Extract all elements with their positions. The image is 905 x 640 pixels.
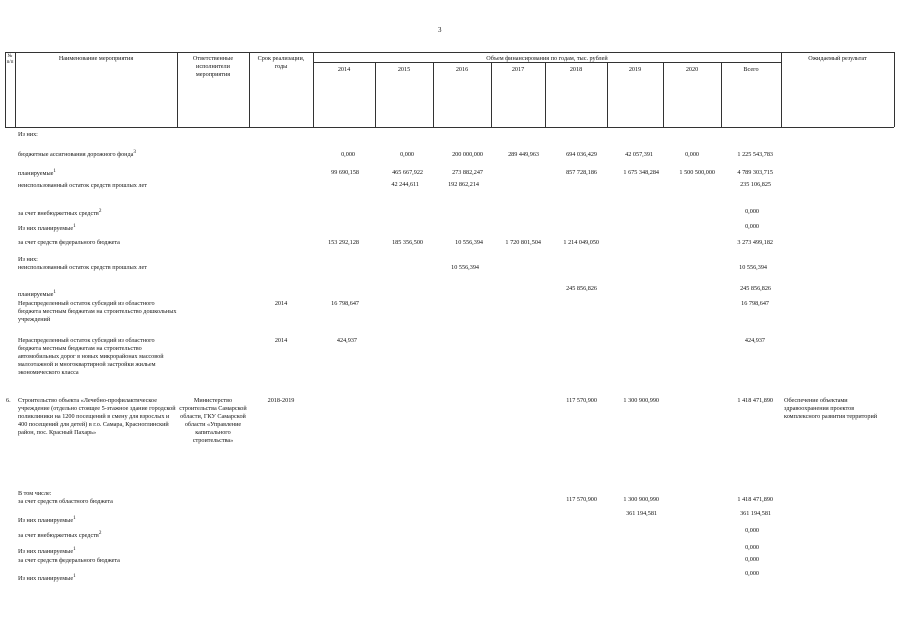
cell-2015: 0,000: [400, 151, 414, 158]
row-label: В том числе:: [18, 490, 52, 497]
row-label: планируемые$^1$: [18, 168, 56, 178]
cell-2015: 42 244,611: [391, 181, 419, 188]
row-label: Из них:: [18, 256, 38, 263]
cell-2019: 42 057,391: [625, 151, 653, 158]
row-label: Нераспределенный остаток субсидий из областного бюджета местным бюджетам на строительство автомобильных дорог в новых микрорайонах массовой малоэтажной и многоквартирной застройки жильем экономического класса: [18, 337, 164, 376]
cell-2018: 117 570,900: [566, 496, 597, 503]
cell-2020: 0,000: [685, 151, 699, 158]
row-number: 6.: [6, 397, 11, 404]
cell-2015: 465 667,922: [392, 169, 423, 176]
row-label: Из них планируемые$^1$: [18, 223, 76, 233]
row-label: Из них планируемые$^1$: [18, 573, 76, 583]
cell-total: 424,937: [744, 337, 765, 344]
cell-total: 0,000: [745, 208, 759, 215]
header-responsible: Ответственные исполнители мероприятия: [192, 55, 234, 78]
page-number: 3: [438, 26, 442, 34]
header-year-2018: 2018: [569, 66, 583, 73]
cell-2016: 10 556,394: [451, 264, 479, 271]
header-term: Срок реализации, годы: [257, 55, 305, 70]
header-name: Наименование мероприятия: [58, 55, 134, 62]
cell-term: 2014: [274, 337, 288, 344]
cell-total: 16 798,647: [741, 300, 769, 307]
header-year-2017: 2017: [511, 66, 525, 73]
cell-2014: 16 798,647: [331, 300, 359, 307]
row-label: Из них:: [18, 131, 38, 138]
cell-total: 1 418 471,890: [737, 397, 773, 404]
cell-total: 235 106,825: [740, 181, 771, 188]
cell-2016: 200 000,000: [452, 151, 483, 158]
cell-total: 4 789 303,715: [737, 169, 773, 176]
cell-2019: 1 300 900,990: [623, 397, 659, 404]
cell-total: 0,000: [745, 527, 759, 534]
cell-2018: 245 856,826: [566, 285, 597, 292]
cell-2017: 1 720 801,504: [505, 239, 541, 246]
header-year-2016: 2016: [455, 66, 469, 73]
header-year-2020: 2020: [685, 66, 699, 73]
cell-2020: 1 500 500,000: [679, 169, 715, 176]
row-label: планируемые$^1$: [18, 289, 56, 299]
cell-responsible: Министерство строительства Самарской области, ГКУ Самарской области «Управление капитального строительства»: [179, 397, 247, 444]
cell-2017: 289 449,963: [508, 151, 539, 158]
cell-2019: 1 300 900,990: [623, 496, 659, 503]
row-label: неиспользованный остаток средств прошлых лет: [18, 182, 147, 189]
cell-2018: 694 036,429: [566, 151, 597, 158]
cell-total: 0,000: [745, 556, 759, 563]
cell-2014: 424,937: [336, 337, 357, 344]
row-label: Нераспределенный остаток субсидий из областного бюджета местным бюджетам на строительство дошкольных учреждений: [18, 300, 177, 323]
header-num: № п/п: [6, 54, 14, 65]
cell-total: 3 273 499,182: [737, 239, 773, 246]
header-financing: Объем финансирования по годам, тыс. рублей: [486, 55, 608, 62]
row-label: Из них планируемые$^1$: [18, 515, 76, 525]
cell-total: 0,000: [745, 223, 759, 230]
cell-total: 245 856,826: [740, 285, 771, 292]
cell-2018: 857 728,186: [566, 169, 597, 176]
cell-2015: 185 356,500: [392, 239, 423, 246]
row-label: за счет средств федерального бюджета: [18, 239, 120, 246]
cell-2014: 0,000: [341, 151, 355, 158]
cell-2016: 10 556,394: [455, 239, 483, 246]
cell-result: Обеспечение объектами здравоохранения проектов комплексного развития территорий: [784, 397, 878, 420]
header-total: Всего: [743, 66, 759, 73]
cell-2018: 117 570,900: [566, 397, 597, 404]
cell-2014: 99 690,158: [331, 169, 359, 176]
row-label: бюджетные ассигнования дорожного фонда$^3$: [18, 149, 136, 159]
cell-total: 0,000: [745, 544, 759, 551]
cell-total: 1 418 471,890: [737, 496, 773, 503]
cell-2016: 273 882,247: [452, 169, 483, 176]
row-label: за счет средств областного бюджета: [18, 498, 113, 505]
cell-total: 10 556,394: [739, 264, 767, 271]
cell-2018: 1 214 049,050: [563, 239, 599, 246]
header-year-2015: 2015: [397, 66, 411, 73]
header-result: Ожидаемый результат: [808, 55, 867, 62]
header-year-2019: 2019: [628, 66, 642, 73]
cell-2014: 153 292,128: [328, 239, 359, 246]
row-label: за счет внебюджетных средств$^2$: [18, 208, 102, 218]
cell-2019: 1 675 348,284: [623, 169, 659, 176]
row-label: неиспользованный остаток средств прошлых лет: [18, 264, 147, 271]
cell-2016: 192 862,214: [448, 181, 479, 188]
header-year-2014: 2014: [337, 66, 351, 73]
cell-total: 361 194,581: [740, 510, 771, 517]
cell-term: 2018-2019: [267, 397, 295, 404]
row-label: за счет внебюджетных средств$^2$: [18, 530, 102, 540]
cell-term: 2014: [274, 300, 288, 307]
cell-2019: 361 194,581: [626, 510, 657, 517]
cell-total: 0,000: [745, 570, 759, 577]
cell-total: 1 225 543,783: [737, 151, 773, 158]
row-label: Из них планируемые$^1$: [18, 546, 76, 556]
row-label: за счет средств федерального бюджета: [18, 557, 120, 564]
row-label: Строительство объекта «Лечебно-профилактическое учреждение (отдельно стоящее 5-этажное здание городской поликлиники на 1200 посещений в смену для взрослых и 400 посещений для детей) в г.о. Самара, Красноглинский район, пос. Красный Пахарь»: [18, 397, 176, 436]
